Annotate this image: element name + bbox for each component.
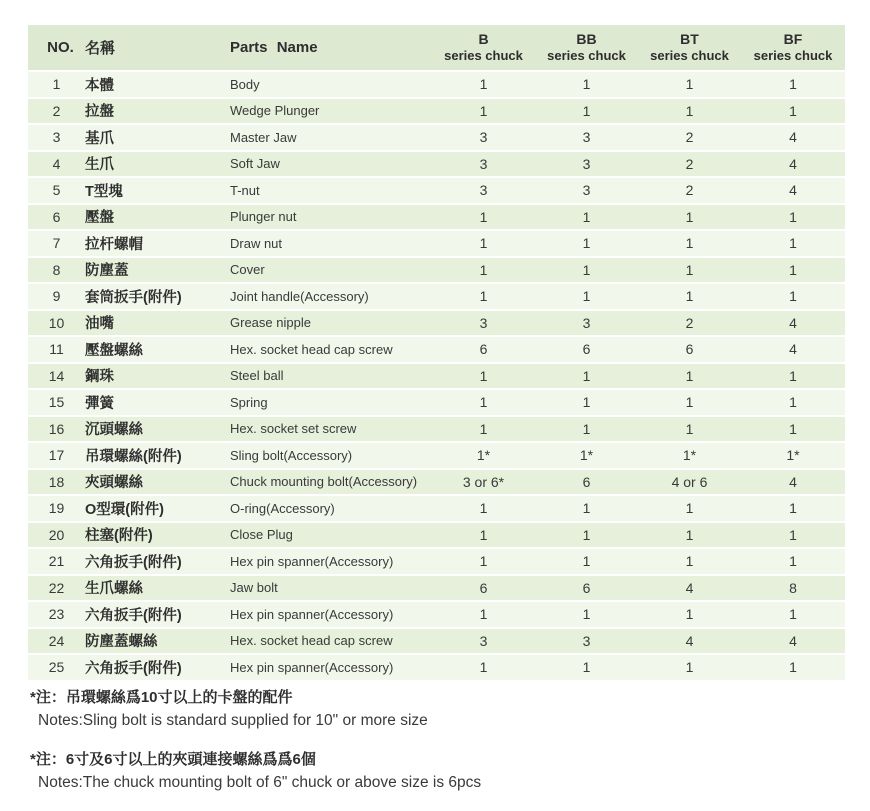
cell-no: 9 [52,288,61,305]
cell-bt-qty: 2 [685,314,694,331]
table-row [28,417,845,444]
series-label: series chuck [547,48,626,64]
cell-name-zh: 防塵蓋 [85,263,129,280]
cell-bf-qty: 1 [789,659,797,676]
cell-name-zh: 套筒扳手(附件) [85,289,182,306]
cell-name-zh: 壓盤 [85,210,114,227]
table-row [28,602,845,629]
cell-no: 14 [48,367,65,384]
cell-bt-qty: 2 [685,182,694,199]
cell-bt-qty: 1 [685,394,694,411]
cell-b-qty: 1 [479,261,488,278]
table-row [28,311,845,338]
cell-name-zh: 生爪 [85,157,114,174]
cell-bf-qty: 8 [789,579,797,596]
cell-bt-qty: 1 [685,76,694,93]
cell-no: 8 [52,261,61,278]
cell-bt-qty: 1 [685,261,694,278]
cell-b-qty: 1 [479,76,488,93]
cell-bf-qty: 4 [789,473,797,490]
table-row [28,443,845,470]
cell-b-qty: 1 [479,553,488,570]
cell-no: 17 [48,447,65,464]
table-row [28,284,845,311]
cell-parts-name: Draw nut [230,235,283,251]
header-parts-name: Parts Name [230,39,318,56]
cell-bt-qty: 1 [685,500,694,517]
cell-no: 11 [49,341,64,358]
cell-bb-qty: 1 [582,659,591,676]
table-row [28,152,845,179]
cell-bb-qty: 6 [582,579,591,596]
cell-bf-qty: 4 [789,632,797,649]
footnote-en: Notes:The chuck mounting bolt of 6" chuck or above size is 6pcs [38,774,482,791]
cell-no: 21 [48,553,65,570]
cell-bf-qty: 1 [789,394,797,411]
cell-b-qty: 3 or 6* [462,473,505,490]
cell-no: 5 [52,182,61,199]
cell-parts-name: Master Jaw [230,129,297,145]
table-row [28,178,845,205]
cell-name-zh: 生爪螺絲 [85,581,143,598]
cell-name-zh: 鋼珠 [85,369,114,386]
table-row [28,337,845,364]
table-row [28,655,845,682]
cell-parts-name: Hex pin spanner(Accessory) [230,659,394,675]
cell-parts-name: Grease nipple [230,315,311,331]
table-row [28,72,845,99]
parts-table [28,25,845,682]
cell-b-qty: 1 [479,208,488,225]
cell-name-zh: 防塵蓋螺絲 [85,634,158,651]
cell-parts-name: Jaw bolt [230,580,278,596]
cell-name-zh: 六角扳手(附件) [85,607,182,624]
cell-parts-name: Close Plug [230,527,293,543]
cell-bb-qty: 1* [579,447,594,464]
cell-b-qty: 1 [479,500,488,517]
cell-b-qty: 3 [479,129,488,146]
cell-no: 6 [52,208,61,225]
cell-parts-name: Soft Jaw [230,156,280,172]
cell-bb-qty: 1 [582,606,591,623]
footnote-en: Notes:Sling bolt is standard supplied for 10" or more size [38,712,428,729]
table-row [28,99,845,126]
footnote-mounting-bolt [30,748,481,794]
cell-no: 18 [48,473,65,490]
header-bt-series [638,31,741,63]
cell-b-qty: 3 [479,182,488,199]
cell-b-qty: 3 [479,314,488,331]
cell-bf-qty: 1 [789,500,797,517]
cell-bt-qty: 2 [685,155,694,172]
cell-bt-qty: 1 [685,526,694,543]
cell-bf-qty: 4 [789,129,797,146]
cell-bf-qty: 1 [789,76,797,93]
cell-parts-name: Spring [230,394,268,410]
cell-parts-name: Hex. socket set screw [230,421,357,437]
cell-name-zh: 六角扳手(附件) [85,660,182,677]
cell-parts-name: Plunger nut [230,209,297,225]
cell-parts-name: Joint handle(Accessory) [230,288,369,304]
cell-bt-qty: 1* [682,447,697,464]
cell-parts-name: Steel ball [230,368,284,384]
cell-bb-qty: 1 [582,526,591,543]
cell-name-zh: 本體 [85,77,114,94]
cell-bf-qty: 1 [789,208,797,225]
cell-bb-qty: 1 [582,288,591,305]
cell-no: 2 [52,102,61,119]
cell-bf-qty: 1* [786,447,800,464]
table-row [28,576,845,603]
cell-name-zh: O型環(附件) [85,501,164,518]
table-header-row [28,25,845,72]
cell-name-zh: 吊環螺絲(附件) [85,448,182,465]
cell-bb-qty: 1 [582,208,591,225]
table-row [28,231,845,258]
cell-parts-name: Hex. socket head cap screw [230,633,393,649]
table-row [28,470,845,497]
cell-bb-qty: 3 [582,632,591,649]
cell-name-zh: 油嘴 [85,316,114,333]
series-label: series chuck [753,48,833,64]
cell-bt-qty: 2 [685,129,694,146]
footnote-zh: *注：吊環螺絲爲10寸以上的卡盤的配件 [30,689,293,706]
cell-b-qty: 1 [479,235,488,252]
cell-no: 25 [48,659,65,676]
series-code: BF [783,31,803,48]
cell-no: 3 [52,129,61,146]
cell-parts-name: Chuck mounting bolt(Accessory) [230,474,418,490]
cell-no: 19 [48,500,65,517]
cell-bf-qty: 1 [789,288,797,305]
cell-bb-qty: 6 [582,473,591,490]
cell-b-qty: 6 [479,341,488,358]
cell-b-qty: 1 [479,288,488,305]
cell-bb-qty: 1 [582,102,591,119]
cell-bb-qty: 3 [582,314,591,331]
cell-parts-name: Body [230,76,260,92]
cell-bt-qty: 1 [685,367,694,384]
cell-bb-qty: 3 [582,155,591,172]
footnote-sling-bolt [30,686,428,732]
table-row [28,258,845,285]
cell-bb-qty: 1 [582,76,591,93]
cell-no: 23 [48,606,65,623]
cell-name-zh: 沉頭螺絲 [85,422,143,439]
cell-bt-qty: 4 or 6 [671,473,708,490]
cell-no: 4 [52,155,61,172]
cell-bb-qty: 1 [582,420,591,437]
cell-bt-qty: 1 [685,659,694,676]
cell-b-qty: 3 [479,632,488,649]
table-row [28,629,845,656]
header-bb-series [535,31,638,63]
cell-no: 20 [48,526,65,543]
cell-bt-qty: 1 [685,208,694,225]
cell-no: 1 [52,76,61,93]
table-row [28,364,845,391]
cell-bb-qty: 1 [582,261,591,278]
cell-parts-name: Cover [230,262,265,278]
table-body [28,72,845,682]
cell-bf-qty: 4 [789,314,797,331]
cell-name-zh: 壓盤螺絲 [85,342,143,359]
cell-b-qty: 1 [479,659,488,676]
header-b-series [432,31,535,63]
table-row [28,125,845,152]
cell-bt-qty: 1 [685,288,694,305]
cell-bt-qty: 1 [685,102,694,119]
cell-b-qty: 1 [479,102,488,119]
cell-bt-qty: 1 [685,606,694,623]
cell-no: 15 [48,394,65,411]
cell-parts-name: O-ring(Accessory) [230,500,335,516]
cell-bt-qty: 4 [685,632,694,649]
cell-parts-name: Hex pin spanner(Accessory) [230,606,394,622]
cell-b-qty: 1 [479,420,488,437]
cell-bf-qty: 1 [789,526,797,543]
cell-bt-qty: 1 [685,235,694,252]
cell-name-zh: 柱塞(附件) [85,528,153,545]
cell-bt-qty: 6 [685,341,694,358]
cell-bt-qty: 1 [685,420,694,437]
cell-parts-name: Hex pin spanner(Accessory) [230,553,394,569]
cell-name-zh: 夾頭螺絲 [85,475,143,492]
table-row [28,496,845,523]
table-row [28,205,845,232]
cell-bb-qty: 1 [582,367,591,384]
cell-b-qty: 1 [479,394,488,411]
cell-parts-name: Wedge Plunger [230,103,320,119]
cell-no: 16 [48,420,65,437]
cell-bb-qty: 1 [582,553,591,570]
series-code: BB [576,31,597,48]
cell-no: 24 [48,632,65,649]
cell-b-qty: 1 [479,526,488,543]
cell-bb-qty: 3 [582,182,591,199]
cell-name-zh: 六角扳手(附件) [85,554,182,571]
cell-b-qty: 1 [479,606,488,623]
table-row [28,390,845,417]
header-no: NO. [47,39,74,56]
cell-bt-qty: 4 [685,579,694,596]
cell-bb-qty: 3 [582,129,591,146]
cell-parts-name: Hex. socket head cap screw [230,341,393,357]
cell-no: 7 [52,235,61,252]
cell-bf-qty: 1 [789,235,797,252]
series-code: BT [680,31,699,48]
cell-bf-qty: 1 [789,606,797,623]
cell-no: 10 [48,314,65,331]
cell-bt-qty: 1 [685,553,694,570]
cell-parts-name: Sling bolt(Accessory) [230,447,353,463]
table-row [28,523,845,550]
cell-bf-qty: 1 [789,367,797,384]
cell-b-qty: 6 [479,579,488,596]
series-label: series chuck [650,48,729,64]
cell-name-zh: 拉盤 [85,104,114,121]
header-bf-series [741,31,845,63]
cell-bf-qty: 1 [789,102,797,119]
cell-name-zh: 拉杆螺帽 [85,236,143,253]
cell-bf-qty: 4 [789,341,797,358]
cell-bb-qty: 1 [582,500,591,517]
cell-bb-qty: 1 [582,235,591,252]
cell-bf-qty: 4 [789,155,797,172]
cell-name-zh: T型塊 [85,183,123,200]
cell-b-qty: 1 [479,367,488,384]
cell-parts-name: T-nut [230,182,260,198]
cell-name-zh: 基爪 [85,130,114,147]
series-code: B [478,31,489,48]
cell-no: 22 [48,579,65,596]
cell-bb-qty: 6 [582,341,591,358]
table-row [28,549,845,576]
cell-b-qty: 3 [479,155,488,172]
cell-name-zh: 彈簧 [85,395,114,412]
footnote-zh: *注：6寸及6寸以上的夾頭連接螺絲爲爲6個 [30,751,316,768]
header-name-zh: 名稱 [85,40,116,57]
cell-bf-qty: 1 [789,261,797,278]
cell-bf-qty: 1 [789,420,797,437]
series-label: series chuck [444,48,523,64]
cell-b-qty: 1* [476,447,491,464]
cell-bf-qty: 1 [789,553,797,570]
cell-bf-qty: 4 [789,182,797,199]
cell-bb-qty: 1 [582,394,591,411]
